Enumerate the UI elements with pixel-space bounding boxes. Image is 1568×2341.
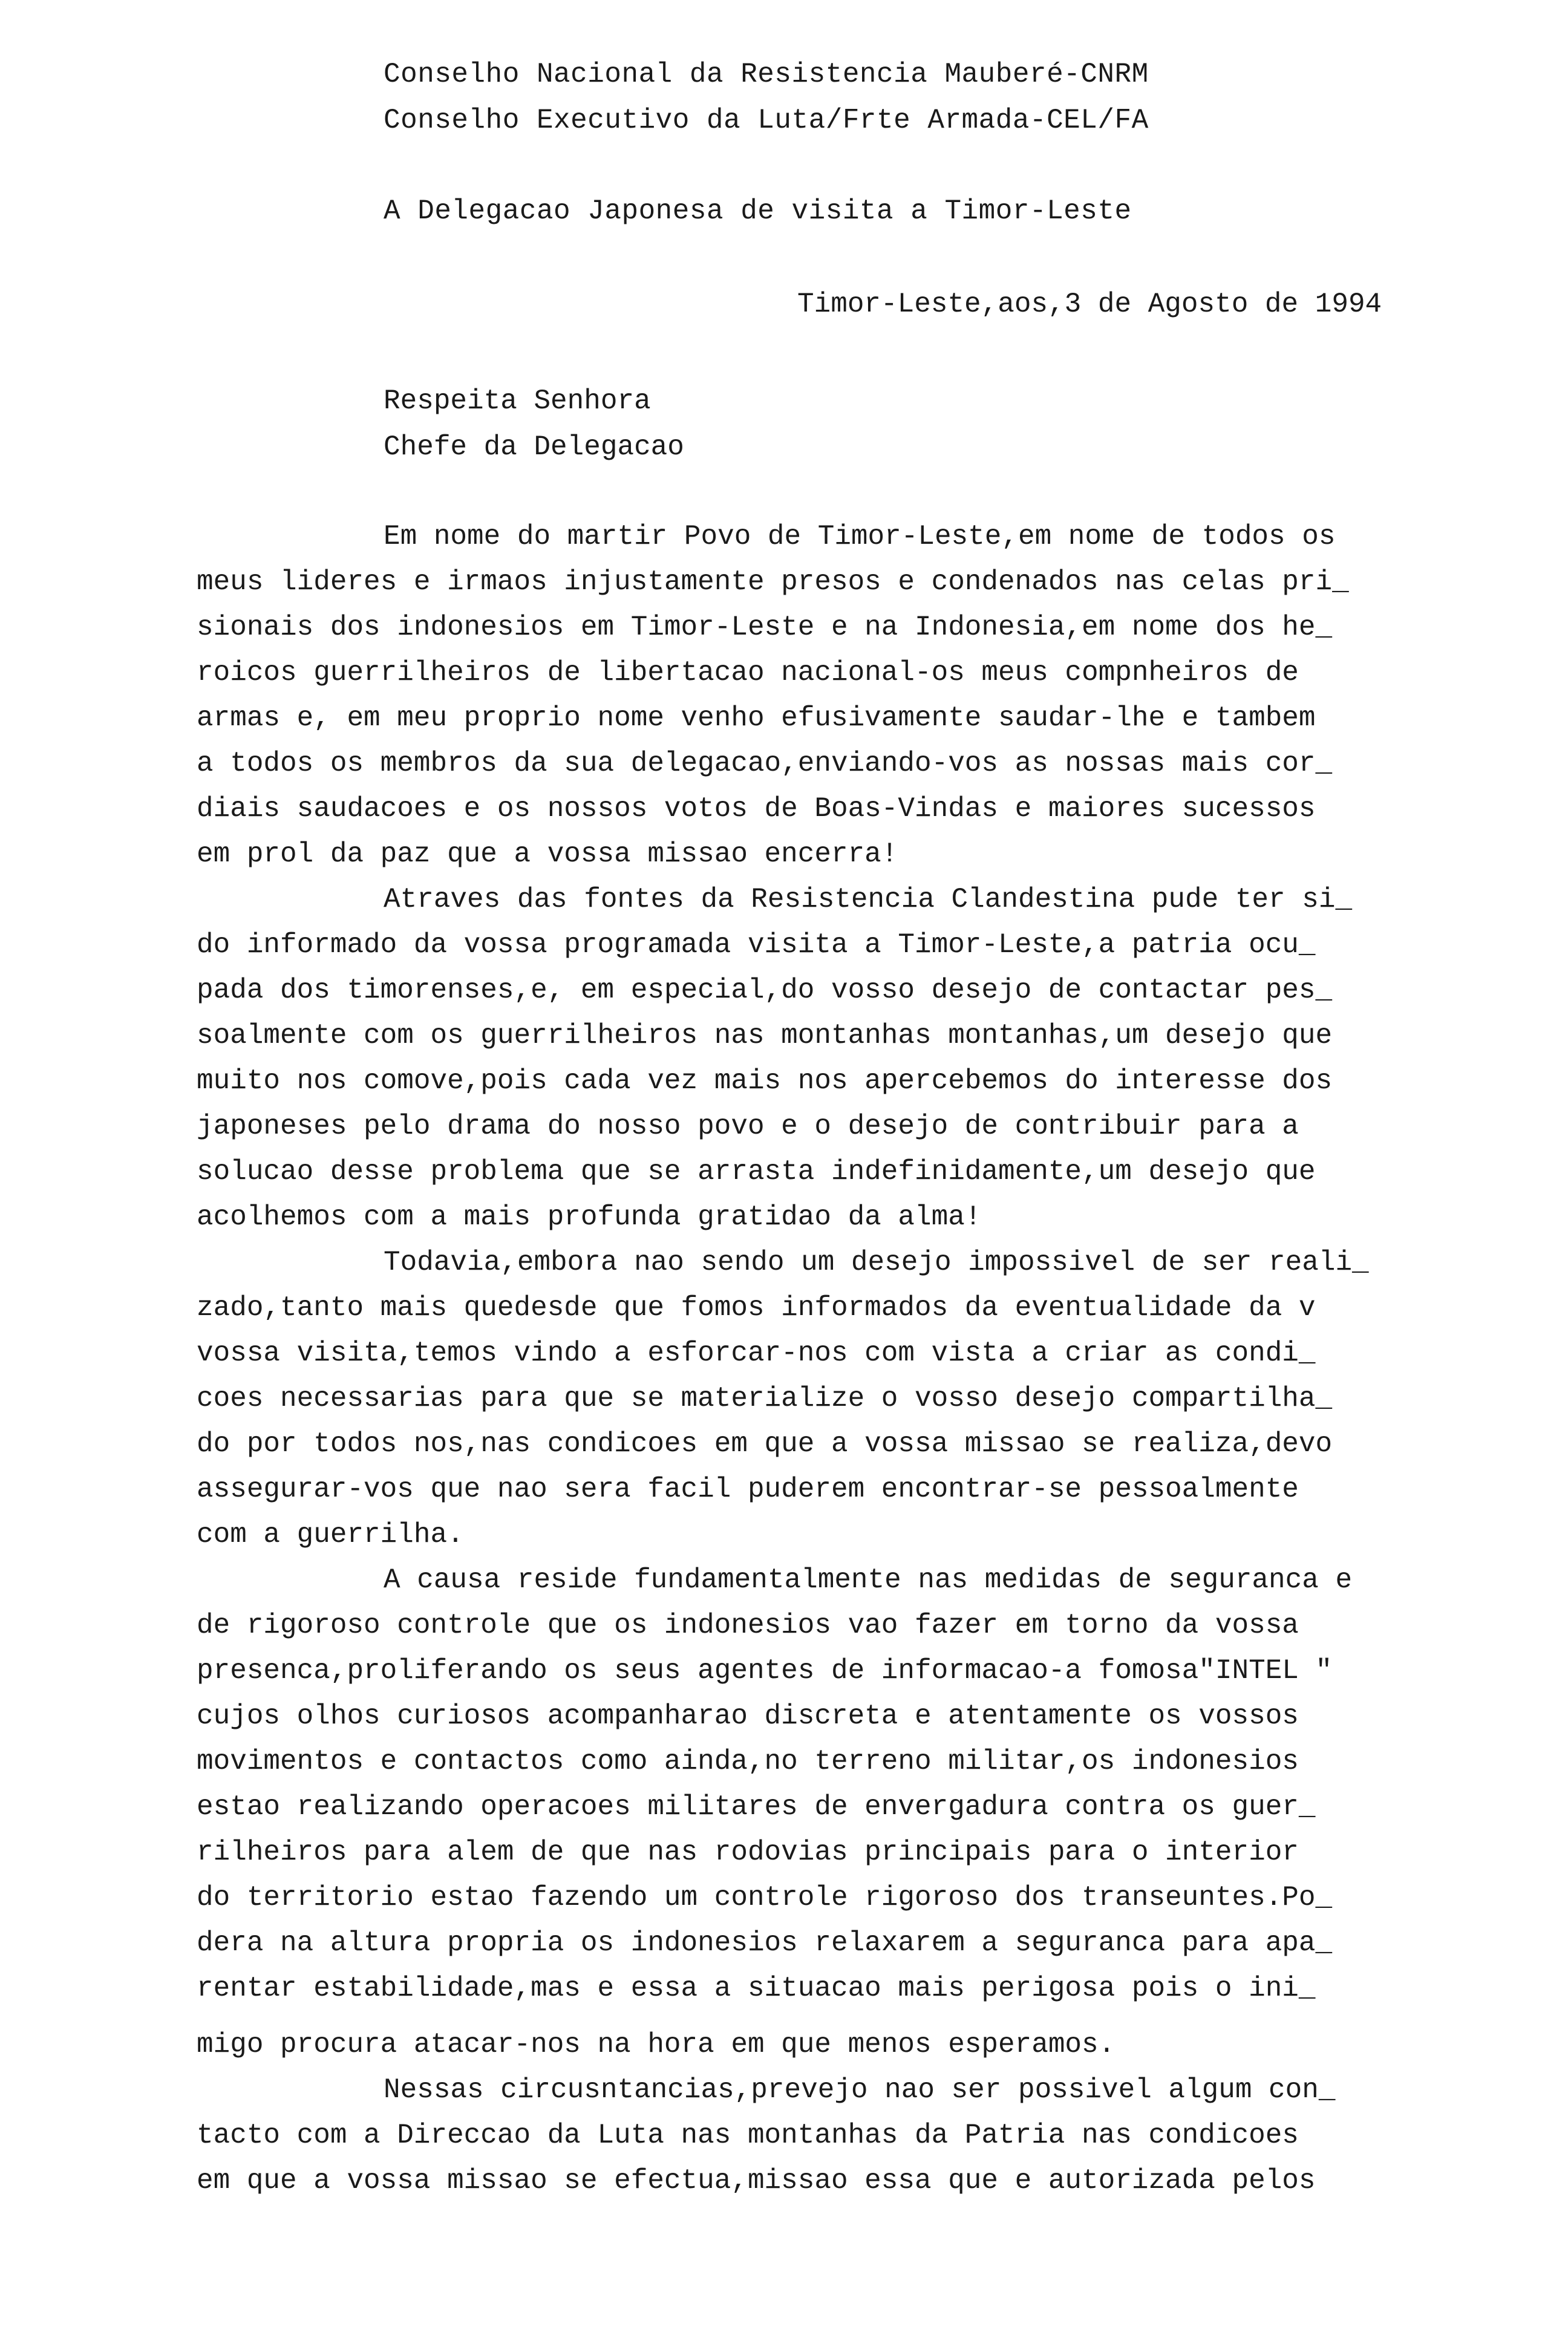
body-line: com a guerrilha.	[197, 1519, 464, 1550]
letter-date: Timor-Leste,aos,3 de Agosto de 1994	[797, 289, 1382, 320]
body-line: A causa reside fundamentalmente nas medidas de seguranca e	[384, 1564, 1353, 1596]
body-line: de rigoroso controle que os indonesios vao fazer em torno da vossa	[197, 1610, 1299, 1641]
body-line: rentar estabilidade,mas e essa a situacao mais perigosa pois o ini_	[197, 1973, 1316, 2004]
body-line: diais saudacoes e os nossos votos de Boas-Vindas e maiores sucessos	[197, 793, 1316, 824]
body-line: vossa visita,temos vindo a esforcar-nos com vista a criar as condi_	[197, 1337, 1316, 1369]
body-line: coes necessarias para que se materialize o vosso desejo compartilha_	[197, 1383, 1333, 1414]
body-line: cujos olhos curiosos acompanharao discreta e atentamente os vossos	[197, 1700, 1299, 1732]
body-line: acolhemos com a mais profunda gratidao da alma!	[197, 1201, 982, 1233]
body-line: assegurar-vos que nao sera facil puderem encontrar-se pessoalmente	[197, 1474, 1299, 1505]
body-line: pada dos timorenses,e, em especial,do vosso desejo de contactar pes_	[197, 975, 1333, 1006]
letter-subject: A Delegacao Japonesa de visita a Timor-Leste	[384, 195, 1132, 227]
body-line: muito nos comove,pois cada vez mais nos apercebemos do interesse dos	[197, 1065, 1333, 1097]
body-line: do informado da vossa programada visita a Timor-Leste,a patria ocu_	[197, 929, 1316, 961]
body-line: Nessas circusntancias,prevejo nao ser possivel algum con_	[384, 2074, 1336, 2106]
body-line: a todos os membros da sua delegacao,enviando-vos as nossas mais cor_	[197, 748, 1333, 779]
body-line: rilheiros para alem de que nas rodovias principais para o interior	[197, 1837, 1299, 1868]
body-line: solucao desse problema que se arrasta indefinidamente,um desejo que	[197, 1156, 1316, 1187]
body-line: japoneses pelo drama do nosso povo e o desejo de contribuir para a	[197, 1111, 1299, 1142]
body-line: estao realizando operacoes militares de envergadura contra os guer_	[197, 1791, 1316, 1823]
body-line: zado,tanto mais quedesde que fomos informados da eventualidade da v	[197, 1292, 1316, 1324]
body-line: migo procura atacar-nos na hora em que menos esperamos.	[197, 2029, 1116, 2060]
body-line: em que a vossa missao se efectua,missao essa que e autorizada pelos	[197, 2165, 1316, 2196]
body-line: Em nome do martir Povo de Timor-Leste,em nome de todos os	[384, 521, 1336, 552]
header-organization-line-2: Conselho Executivo da Luta/Frte Armada-CEL/FA	[384, 105, 1149, 136]
body-line: roicos guerrilheiros de libertacao nacional-os meus compnheiros de	[197, 657, 1299, 688]
body-line: dera na altura propria os indonesios relaxarem a seguranca para apa_	[197, 1927, 1333, 1959]
body-line: presenca,proliferando os seus agentes de informacao-a fomosa"INTEL "	[197, 1655, 1333, 1686]
salutation-line-2: Chefe da Delegacao	[384, 431, 684, 463]
body-line: meus lideres e irmaos injustamente presos e condenados nas celas pri_	[197, 566, 1349, 598]
body-line: em prol da paz que a vossa missao encerra!	[197, 838, 898, 870]
body-line: do por todos nos,nas condicoes em que a vossa missao se realiza,devo	[197, 1428, 1333, 1460]
body-line: Atraves das fontes da Resistencia Clandestina pude ter si_	[384, 884, 1353, 915]
body-line: tacto com a Direccao da Luta nas montanhas da Patria nas condicoes	[197, 2120, 1299, 2151]
body-line: do territorio estao fazendo um controle rigoroso dos transeuntes.Po_	[197, 1882, 1333, 1913]
letter-body	[197, 514, 1467, 2204]
body-line: Todavia,embora nao sendo um desejo impossivel de ser reali_	[384, 1247, 1369, 1278]
body-line: soalmente com os guerrilheiros nas montanhas montanhas,um desejo que	[197, 1020, 1333, 1051]
body-line: armas e, em meu proprio nome venho efusivamente saudar-lhe e tambem	[197, 702, 1316, 734]
body-line: sionais dos indonesios em Timor-Leste e na Indonesia,em nome dos he_	[197, 612, 1333, 643]
header-organization-line-1: Conselho Nacional da Resistencia Mauberé-CNRM	[384, 59, 1149, 90]
salutation-line-1: Respeita Senhora	[384, 385, 651, 417]
body-line: movimentos e contactos como ainda,no terreno militar,os indonesios	[197, 1746, 1299, 1777]
